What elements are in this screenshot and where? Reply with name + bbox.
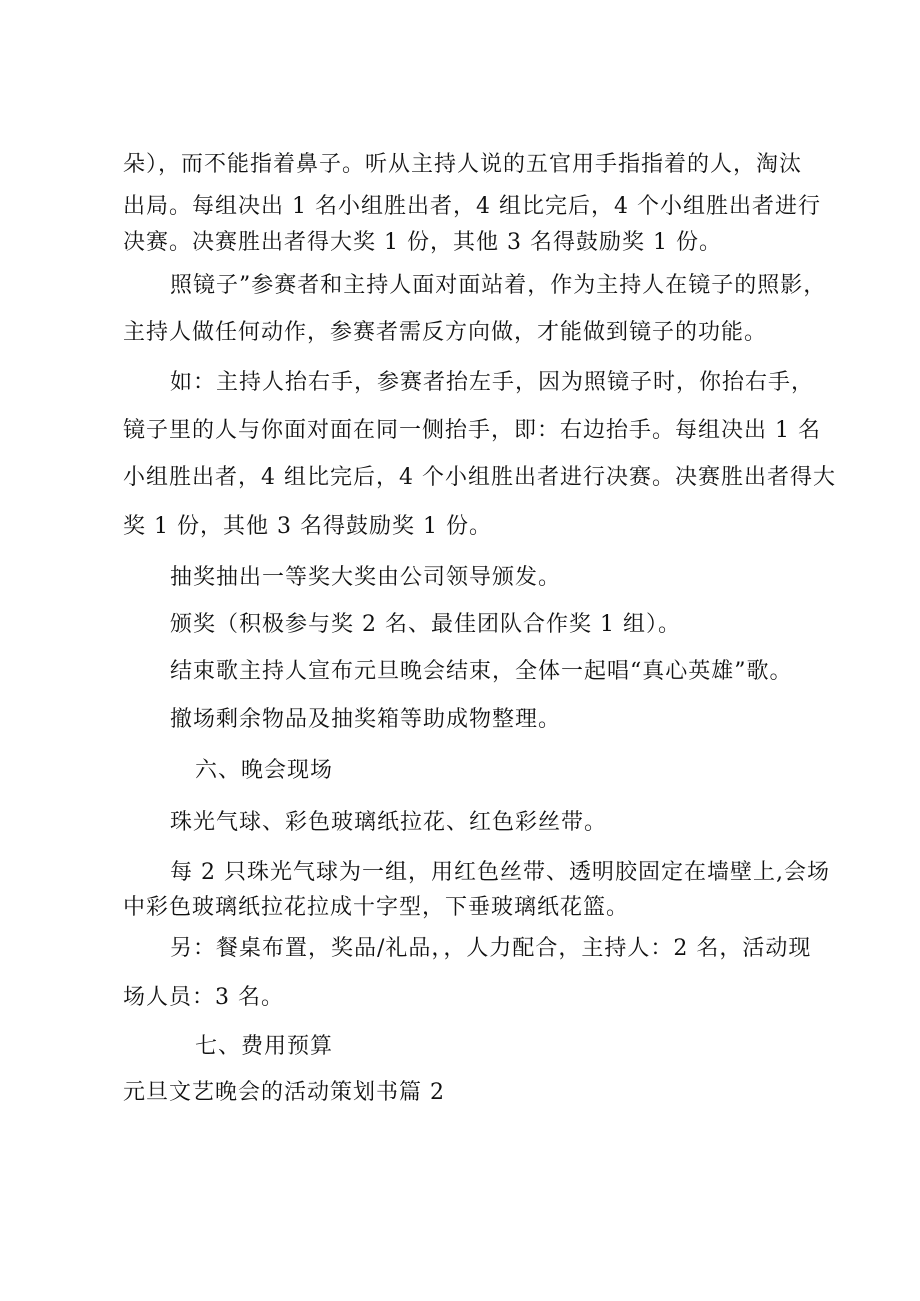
paragraph-line: 照镜子”参赛者和主持人面对面站着，作为主持人在镜子的照影，	[170, 273, 827, 298]
paragraph-line: 抽奖抽出一等奖大奖由公司领导颁发。	[170, 565, 562, 590]
paragraph-line: 镜子里的人与你面对面在同一侧抬手，即：右边抬手。每组决出 1 名	[123, 418, 821, 443]
paragraph-line: 决赛。决赛胜出者得大奖 1 份，其他 3 名得鼓励奖 1 份。	[123, 230, 722, 255]
paragraph-line: 中彩色玻璃纸拉花拉成十字型，下垂玻璃纸花篮。	[123, 895, 630, 920]
paragraph-line: 奖 1 份，其他 3 名得鼓励奖 1 份。	[123, 514, 492, 539]
paragraph-line: 小组胜出者，4 组比完后，4 个小组胜出者进行决赛。决赛胜出者得大	[123, 465, 836, 490]
document-title-line: 元旦文艺晚会的活动策划书篇 2	[123, 1080, 445, 1105]
paragraph-line: 每 2 只珠光气球为一组，用红色丝带、透明胶固定在墙壁上,会场	[170, 860, 830, 885]
paragraph-line: 珠光气球、彩色玻璃纸拉花、红色彩丝带。	[170, 810, 608, 835]
paragraph-line: 撤场剩余物品及抽奖箱等助成物整理。	[170, 707, 562, 732]
paragraph-line: 朵），而不能指着鼻子。听从主持人说的五官用手指指着的人，淘汰	[123, 152, 803, 177]
paragraph-line: 结束歌主持人宣布元旦晚会结束，全体一起唱“真心英雄”歌。	[170, 659, 793, 684]
section-heading: 六、晚会现场	[195, 758, 334, 783]
paragraph-line: 另：餐桌布置，奖品/礼品，，人力配合，主持人：2 名，活动现	[170, 936, 812, 961]
paragraph-line: 场人员：3 名。	[123, 985, 284, 1010]
paragraph-line: 主持人做任何动作，参赛者需反方向做，才能做到镜子的功能。	[123, 320, 768, 345]
paragraph-line: 颁奖（积极参与奖 2 名、最佳团队合作奖 1 组）。	[170, 612, 681, 637]
paragraph-line: 出局。每组决出 1 名小组胜出者，4 组比完后，4 个小组胜出者进行	[123, 194, 821, 219]
section-heading: 七、费用预算	[195, 1034, 334, 1059]
paragraph-line: 如：主持人抬右手，参赛者抬左手，因为照镜子时，你抬右手，	[170, 370, 815, 395]
